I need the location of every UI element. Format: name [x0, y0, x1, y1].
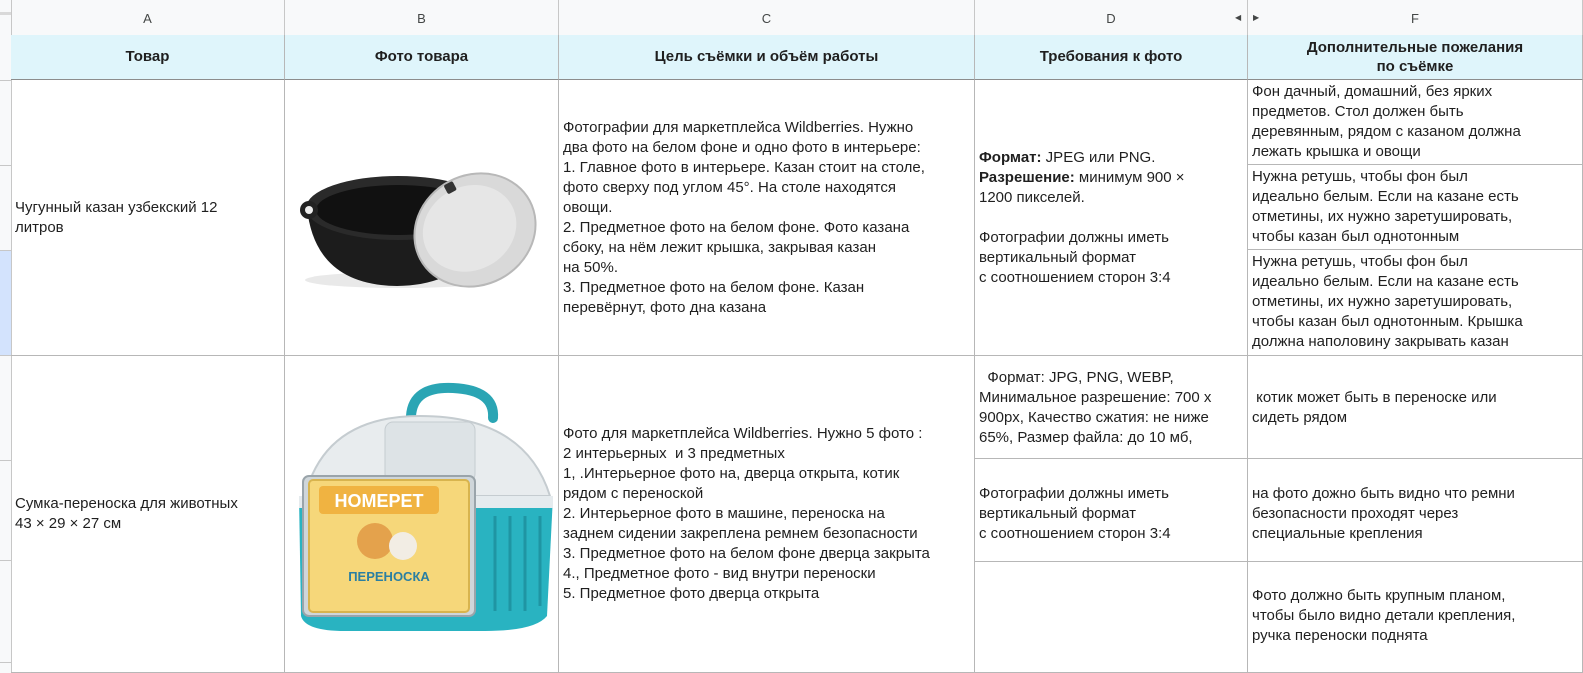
row-divider: [0, 355, 11, 356]
column-header-d[interactable]: D: [975, 0, 1248, 35]
row-divider: [0, 662, 11, 663]
header-cell-product[interactable]: Товар: [11, 35, 285, 80]
cell-wishes-carrier[interactable]: [1248, 356, 1583, 673]
cell-product-kazan[interactable]: [11, 80, 285, 356]
hidden-column-left-arrow-icon[interactable]: ◀: [1235, 13, 1242, 22]
wish-item[interactable]: Фон дачный, домашний, без ярких предметов. Стол должен быть деревянным, рядом с казаном должна лежать крышка и овощи: [1248, 80, 1582, 165]
column-header-b[interactable]: B: [285, 0, 559, 35]
cell-wishes-kazan[interactable]: [1248, 80, 1583, 356]
requirement-item[interactable]: Фотографии должны иметь вертикальный формат с соотношением сторон 3:4: [975, 459, 1247, 562]
resolution-label: Разрешение:: [979, 168, 1075, 186]
row-selection-highlight: [0, 250, 11, 355]
requirements-text: [975, 148, 1189, 288]
goal-text: Фотографии для маркетплейса Wildberries. Нужно два фото на белом фоне и одно фото в интерьере: 1. Главное фото в интерьере. Казан стоит на столе, фото сверху под углом 45°. На столе находятся овощи. 2. Предметное фото на белом фоне. Фото казана сбоку, на нём лежит крышка, закрывая казан на 50%. 3. Предметное фото на белом фоне. Казан перевёрнут, фото дна казана: [563, 118, 925, 316]
product-name: Чугунный казан узбекский 12 литров: [15, 198, 218, 236]
cell-goal-kazan[interactable]: [559, 80, 975, 356]
resolution-value: минимум 900 × 1200 пикселей.: [979, 168, 1185, 206]
hidden-column-right-arrow-icon[interactable]: ▶: [1253, 13, 1260, 22]
goal-text: Фото для маркетплейса Wildberries. Нужно 5 фото : 2 интерьерных и 3 предметных 1, .Интерьерное фото на, дверца открыта, котик рядом с переноской 2. Интерьерное фото в машине, переноска на заднем сидении закреплена ремнем безопасности 3. Предметное фото на белом фоне дверца закрыта 4., Предметное фото - вид внутри переноски 5. Предметное фото дверца открыта: [563, 425, 930, 602]
header-cell-goal[interactable]: Цель съёмки и объём работы: [559, 35, 975, 80]
wish-item[interactable]: Нужна ретушь, чтобы фон был идеально белым. Если на казане есть отметины, их нужно заретушировать, чтобы казан был однотонным: [1248, 165, 1582, 250]
row-divider: [0, 80, 11, 81]
row-divider: [0, 165, 11, 166]
cell-requirements-kazan[interactable]: [975, 80, 1248, 356]
carrier-brand-text: HOMEPET: [334, 491, 424, 511]
row-divider: [0, 460, 11, 461]
wish-item[interactable]: котик может быть в переноске или сидеть рядом: [1248, 356, 1582, 459]
cell-requirements-carrier[interactable]: [975, 356, 1248, 673]
format-value: JPEG или PNG.: [1041, 148, 1156, 166]
cell-product-carrier[interactable]: [11, 356, 285, 673]
column-header-a[interactable]: A: [11, 0, 285, 35]
header-cell-photo[interactable]: Фото товара: [285, 35, 559, 80]
row-divider: [0, 560, 11, 561]
format-label: Формат:: [979, 148, 1042, 166]
requirement-item[interactable]: Формат: JPG, PNG, WEBP, Минимальное разрешение: 700 х 900рх, Качество сжатия: не ниже 65%, Размер файла: до 10 мб,: [975, 356, 1247, 459]
cell-photo-kazan[interactable]: [285, 80, 559, 356]
cell-photo-carrier[interactable]: [285, 356, 559, 673]
wish-item[interactable]: Нужна ретушь, чтобы фон был идеально белым. Если на казане есть отметины, их нужно заретушировать, чтобы казан был однотонным. Крышка должна наполовину закрывать казан: [1252, 253, 1523, 350]
row-divider: [0, 250, 11, 251]
wish-item[interactable]: Фото должно быть крупным планом, чтобы было видно детали крепления, ручка переноски поднята: [1252, 587, 1516, 644]
cell-goal-carrier[interactable]: [559, 356, 975, 673]
carrier-image: [285, 356, 555, 666]
wish-item[interactable]: на фото дожно быть видно что ремни безопасности проходят через специальные крепления: [1248, 459, 1582, 562]
freeze-handle[interactable]: [0, 0, 11, 15]
header-cell-wishes[interactable]: Дополнительные пожелания по съёмке: [1248, 35, 1583, 80]
column-header-c[interactable]: C: [559, 0, 975, 35]
carrier-label-text: ПЕРЕНОСКА: [348, 569, 430, 584]
kazan-image: [285, 80, 555, 350]
aspect-text: Фотографии должны иметь вертикальный формат с соотношением сторон 3:4: [979, 228, 1171, 286]
column-header-f[interactable]: F: [1248, 0, 1583, 35]
header-cell-requirements[interactable]: Требования к фото: [975, 35, 1248, 80]
requirement-item-empty[interactable]: [975, 562, 1247, 673]
product-name: Сумка-переноска для животных 43 × 29 × 27 см: [15, 495, 238, 532]
